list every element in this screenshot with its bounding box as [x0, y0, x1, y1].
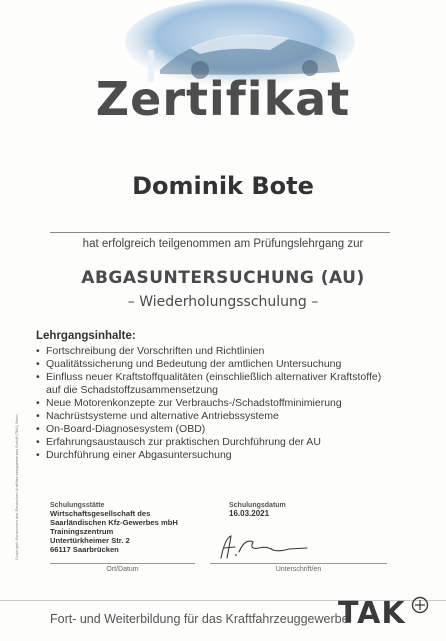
date-value: 16.03.2021: [229, 509, 270, 518]
list-item-continuation: auf die Schadstoffzusammensetzung: [46, 384, 218, 396]
copyright-note: Copyright: Kuratorium des Deutschen Kraftfahrzeuggewerbes GmbH (TAK), Bonn: [15, 414, 19, 560]
bullet-icon: •: [36, 410, 40, 422]
footer-tagline: Fort- und Weiterbildung für das Kraftfahrzeuggewerbe: [50, 612, 349, 626]
bullet-icon: •: [36, 371, 40, 383]
certificate-title: Zertifikat: [95, 72, 351, 126]
venue-label: Schulungsstätte: [50, 502, 105, 509]
list-item: • Fortschreibung der Vorschriften und Richtlinien: [36, 345, 265, 357]
date-label: Schulungsdatum: [229, 502, 286, 509]
bullet-icon: •: [36, 423, 40, 435]
contents-heading: Lehrgangsinhalte:: [36, 330, 136, 342]
venue-line: Wirtschaftsgesellschaft des: [50, 509, 151, 518]
training-date: [229, 502, 349, 518]
training-venue: [50, 502, 220, 554]
venue-line: Saarländischen Kfz-Gewerbes mbH: [50, 518, 178, 527]
list-item: • Durchführung einer Abgasuntersuchung: [36, 449, 232, 461]
bullet-icon: •: [36, 449, 40, 461]
place-date-line: [50, 563, 195, 564]
signature-caption: Unterschrift/en: [275, 566, 322, 573]
place-date-caption: Ort/Datum: [106, 566, 139, 573]
venue-line: Trainingszentrum: [50, 527, 114, 536]
handwritten-signature: [215, 528, 315, 564]
list-item: • Einfluss neuer Kraftstoffqualitäten (einschließlich alternativer Kraftstoffe): [36, 371, 382, 383]
list-item: • Qualitätssicherung und Bedeutung der amtlichen Untersuchung: [36, 358, 342, 370]
list-item: • Erfahrungsaustausch zur praktischen Durchführung der AU: [36, 436, 321, 448]
course-subtitle: – Wiederholungsschulung –: [127, 294, 319, 310]
divider: [50, 232, 390, 233]
bullet-icon: •: [36, 436, 40, 448]
venue-line: Untertürkheimer Str. 2: [50, 536, 130, 545]
intro-text: hat erfolgreich teilgenommen am Prüfungslehrgang zur: [82, 238, 364, 250]
list-item: • Nachrüstsysteme und alternative Antriebssysteme: [36, 410, 279, 422]
course-title: ABGASUNTERSUCHUNG (AU): [81, 268, 365, 288]
signature-line: [210, 563, 387, 564]
bullet-icon: •: [36, 397, 40, 409]
course-contents: [36, 330, 426, 462]
tak-logo: TAK: [338, 596, 406, 631]
bullet-icon: •: [36, 345, 40, 357]
tak-emblem-icon: [411, 596, 429, 614]
list-item: • Neue Motorenkonzepte zur Verbrauchs-/Schadstoffminimierung: [36, 397, 342, 409]
contents-list: [36, 345, 426, 462]
recipient-name: Dominik Bote: [132, 172, 314, 200]
venue-line: 66117 Saarbrücken: [50, 545, 119, 554]
list-item: • On-Board-Diagnosesystem (OBD): [36, 423, 206, 435]
footer: [0, 596, 446, 641]
bullet-icon: •: [36, 358, 40, 370]
